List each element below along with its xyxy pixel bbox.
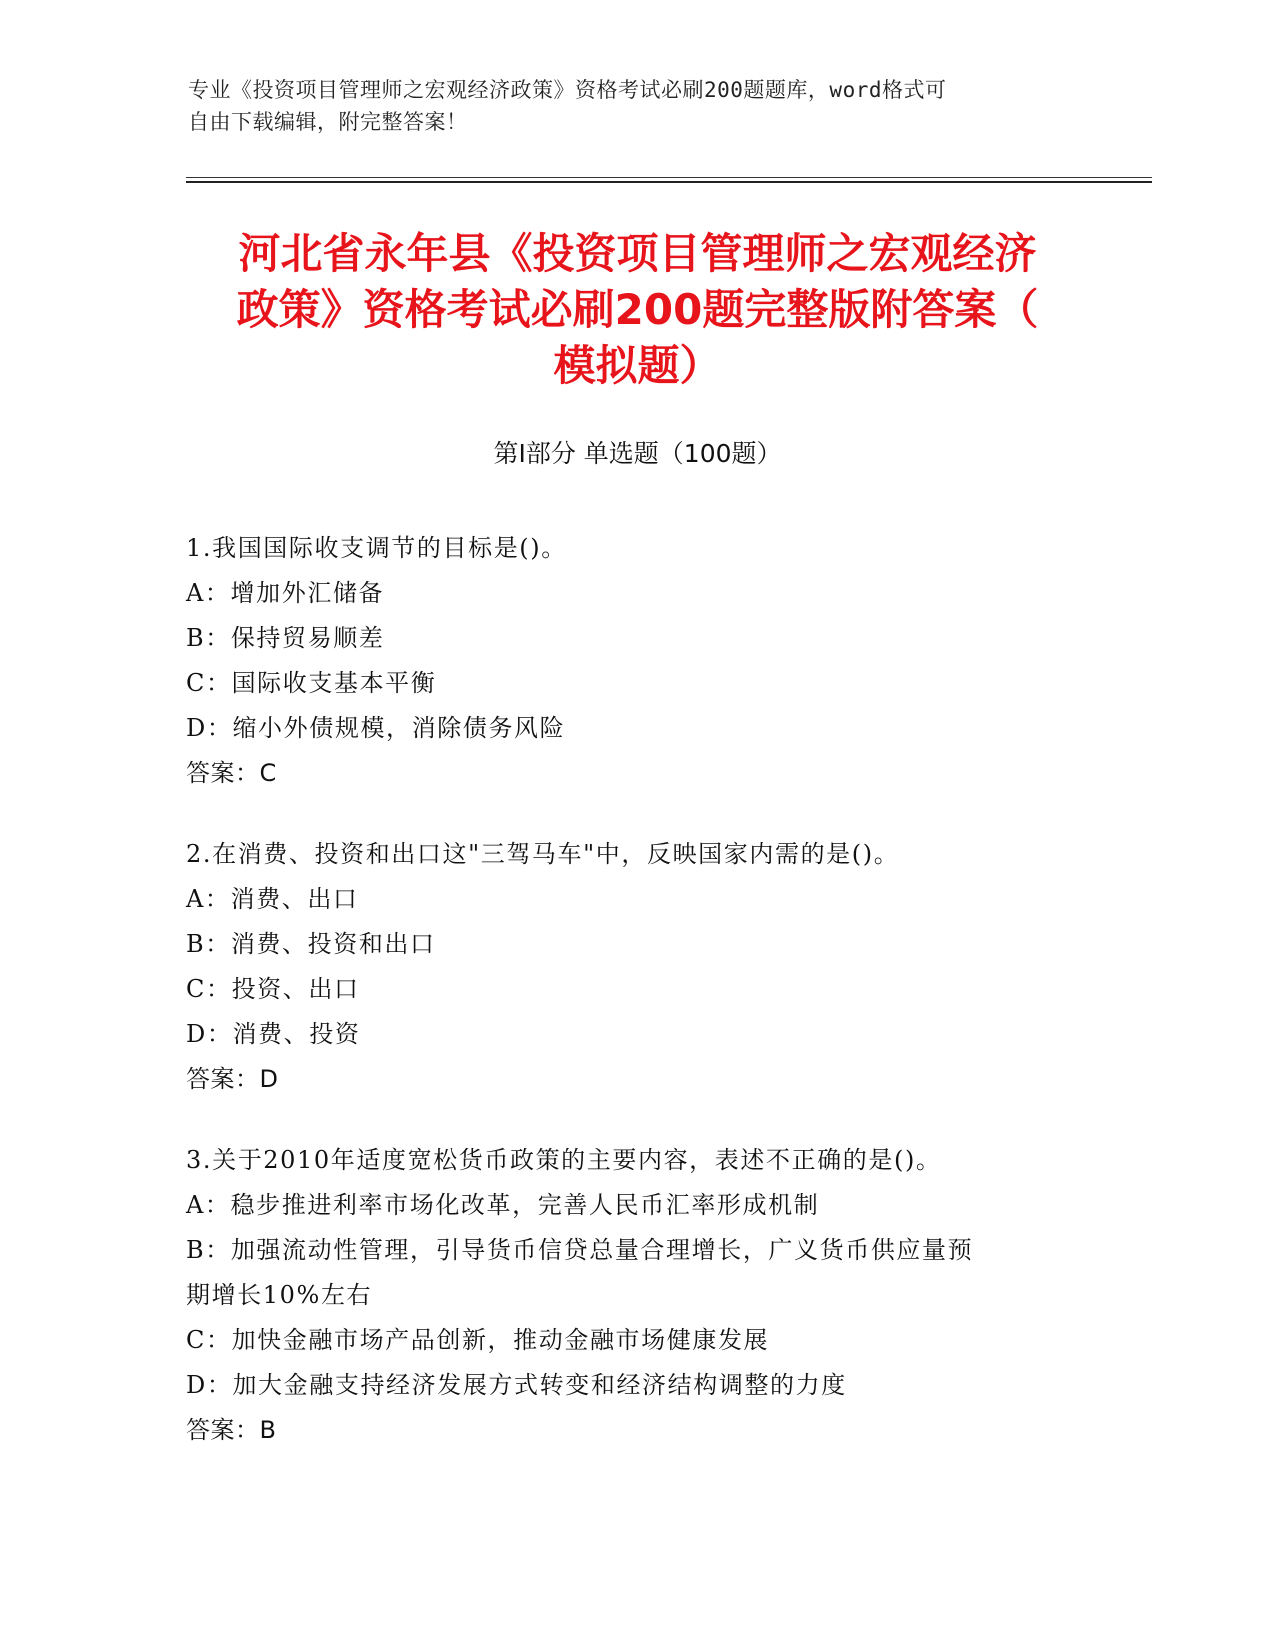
option-a: A：消费、出口 [186,885,359,913]
header-note-line-1: 专业《投资项目管理师之宏观经济政策》资格考试必刷200题题库，word格式可 [188,78,947,102]
option-d: D：缩小外债规模，消除债务风险 [186,714,566,742]
document-title-line-1: 河北省永年县《投资项目管理师之宏观经济 [238,229,1037,278]
option-a: A：增加外汇储备 [186,579,385,607]
option-c: C：国际收支基本平衡 [186,669,437,697]
option-b: B：保持贸易顺差 [186,624,385,652]
question-stem: 2.在消费、投资和出口这"三驾马车"中，反映国家内需的是()。 [186,840,900,868]
document-title [190,226,1085,394]
answer-label: 答案：D [186,1065,279,1093]
header-note [188,74,1068,138]
document-title-line-2: 政策》资格考试必刷200题完整版附答案（ [236,285,1039,334]
option-a: A：稳步推进利率市场化改革，完善人民币汇率形成机制 [186,1191,820,1219]
document-title-line-3: 模拟题） [553,341,722,390]
answer-label: 答案：C [186,759,277,787]
option-d: D：加大金融支持经济发展方式转变和经济结构调整的力度 [186,1371,847,1399]
option-d: D：消费、投资 [186,1020,361,1048]
header-note-line-2: 自由下载编辑，附完整答案！ [188,110,468,134]
header-divider-thin [186,177,1152,178]
question-1 [186,526,1076,796]
option-c: C：加快金融市场产品创新，推动金融市场健康发展 [186,1326,770,1354]
question-3 [186,1138,1076,1453]
answer-label: 答案：B [186,1416,277,1444]
section-heading: 第Ⅰ部分 单选题（100题） [493,439,782,468]
question-stem: 1.我国国际收支调节的目标是()。 [186,534,567,562]
header-divider-thick [186,181,1152,183]
question-list [186,526,1076,1489]
option-b-continued: 期增长10%左右 [186,1281,373,1309]
question-2 [186,832,1076,1102]
option-c: C：投资、出口 [186,975,360,1003]
option-b: B：加强流动性管理，引导货币信贷总量合理增长，广义货币供应量预 [186,1236,974,1264]
option-b: B：消费、投资和出口 [186,930,436,958]
question-stem: 3.关于2010年适度宽松货币政策的主要内容，表述不正确的是()。 [186,1146,942,1174]
